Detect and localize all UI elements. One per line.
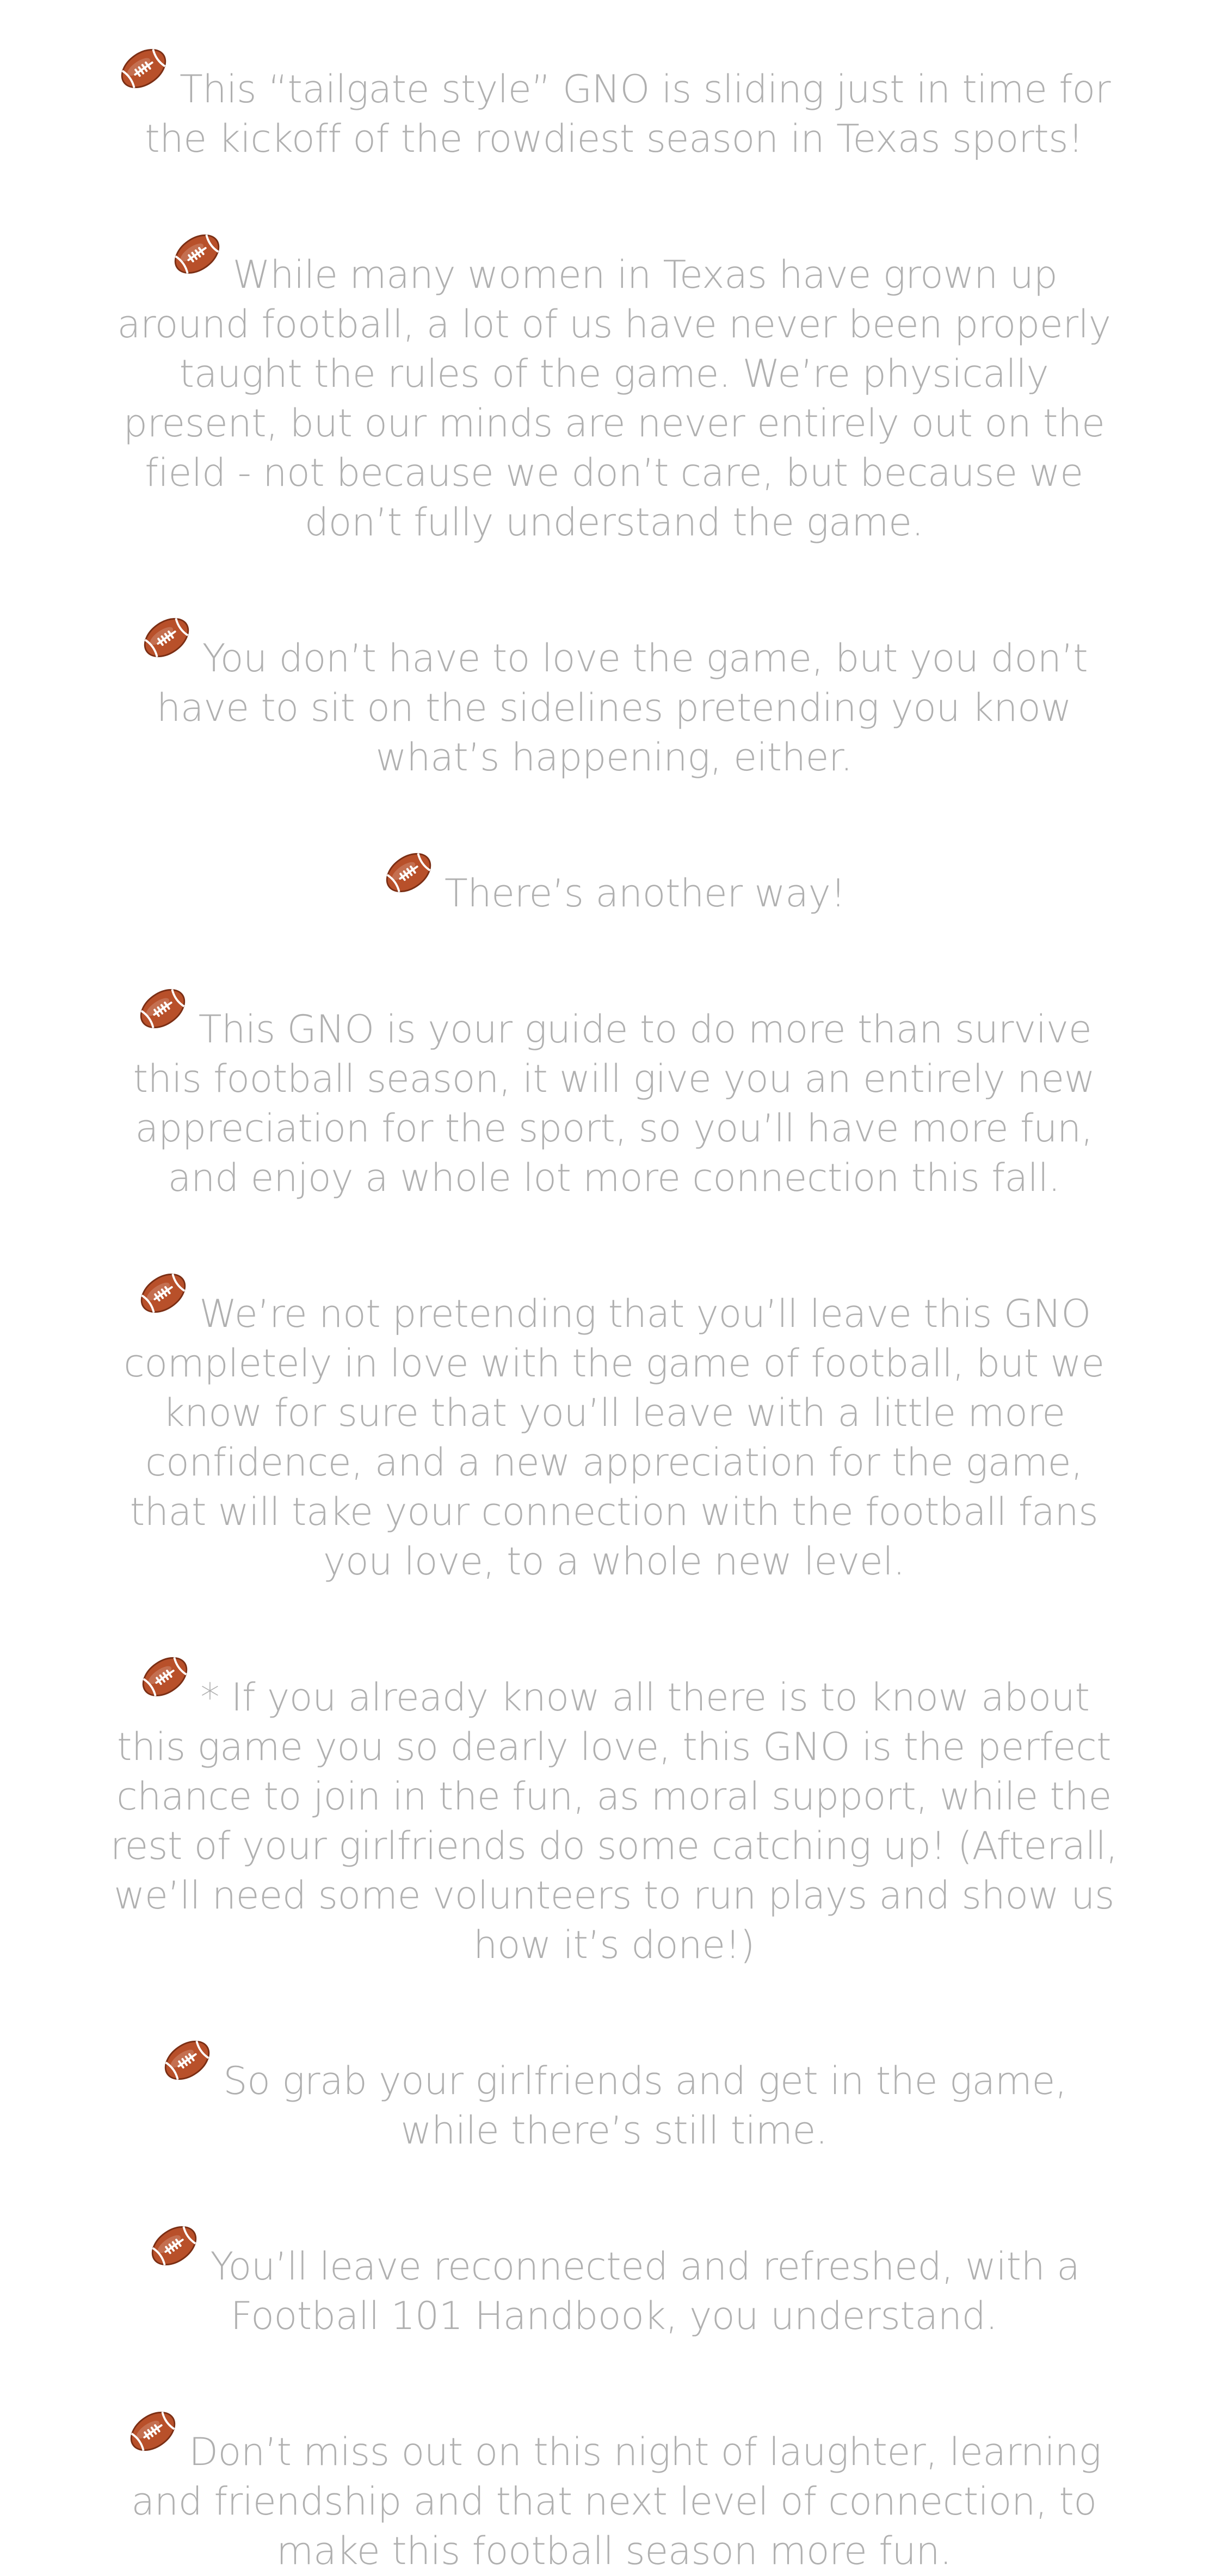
paragraph-text: * If you already know all there is to know about this game you so dearly love, this GNO is the perfect chance to join in the fun, as moral support, while the rest of your girlfriends do some catching up! (Afterall, we’ll need some volunteers to run plays and show us how it’s done!) <box>110 1675 1118 1967</box>
football-icon <box>137 1267 189 1319</box>
paragraph-guide <box>108 983 1120 1203</box>
football-icon <box>171 228 223 280</box>
paragraph-text: While many women in Texas have grown up around football, a lot of us have never been properly taught the rules of the game. We’re physically present, but our minds are never entirely out on the field - not because we don’t care, but because we don’t fully understand the game. <box>117 252 1111 545</box>
football-icon <box>139 1651 191 1703</box>
football-icon <box>161 2034 213 2086</box>
football-icon <box>148 2220 200 2272</box>
paragraph-dont-miss <box>108 2405 1120 2576</box>
football-icon <box>382 847 435 899</box>
paragraph-sidelines <box>108 611 1120 782</box>
paragraph-text: You’ll leave reconnected and refreshed, with a Football 101 Handbook, you understand. <box>210 2244 1080 2338</box>
paragraph-text: There’s another way! <box>444 871 846 916</box>
paragraph-text: So grab your girlfriends and get in the game, while there’s still time. <box>223 2059 1067 2153</box>
paragraph-another-way <box>108 847 1120 918</box>
football-icon <box>127 2405 179 2457</box>
paragraph-text: This “tailgate style” GNO is sliding just in time for the kickoff of the rowdiest season in Texas sports! <box>145 67 1111 161</box>
football-icon <box>137 983 189 1035</box>
paragraph-rules <box>108 228 1120 547</box>
football-icon <box>118 42 170 95</box>
paragraph-text: We’re not pretending that you’ll leave this GNO completely in love with the game of football, but we know for sure that you’ll leave with a little more confidence, and a new appreciation for the game, that will take your connection with the football fans you love, to a whole new level. <box>124 1292 1104 1584</box>
paragraph-text: This GNO is your guide to do more than survive this football season, it will give you an entirely new appreciation for the sport, so you’ll have more fun, and enjoy a whole lot more connection this fall. <box>133 1007 1095 1200</box>
paragraph-confidence <box>108 1267 1120 1586</box>
paragraph-already-know <box>108 1651 1120 1970</box>
paragraph-handbook <box>108 2220 1120 2341</box>
paragraph-text: You don’t have to love the game, but you don’t have to sit on the sidelines pretending you know what’s happening, either. <box>156 636 1088 780</box>
paragraph-tailgate <box>108 42 1120 164</box>
event-description <box>108 0 1120 2576</box>
football-icon <box>140 611 193 664</box>
paragraph-text: Don’t miss out on this night of laughter, learning and friendship and that next level of connection, to make this football season more fun. <box>131 2430 1101 2573</box>
paragraph-girlfriends <box>108 2034 1120 2155</box>
